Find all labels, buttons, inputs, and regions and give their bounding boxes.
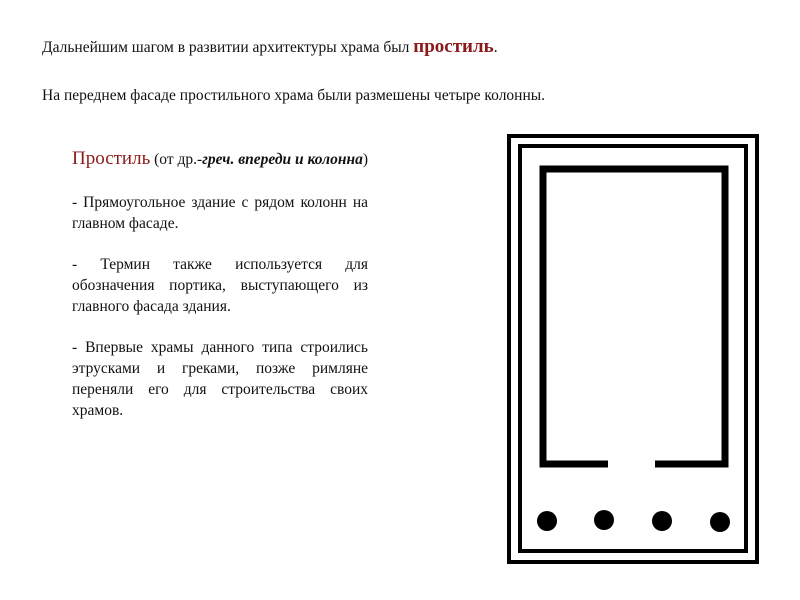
- intro-line-1: [42, 37, 498, 58]
- plan-stylobate-border: [520, 146, 746, 551]
- definition-etym-italic: греч. впереди и колонна: [202, 151, 363, 168]
- definition-textbox: [72, 148, 368, 441]
- definition-heading: [72, 148, 368, 170]
- intro-line-1-prefix: Дальнейшим шагом в развитии архитектуры храма был: [42, 39, 414, 56]
- definition-paragraph-1: - Прямоугольное здание с рядом колонн на главном фасаде.: [72, 194, 368, 232]
- plan-column-4: [710, 512, 730, 532]
- definition-etym-open: (от др.-: [150, 151, 203, 168]
- definition-etym-close: ): [362, 151, 369, 168]
- intro-line-2: На переднем фасаде простильного храма были размешены четыре колонны.: [42, 87, 546, 104]
- definition-paragraph-2: - Термин также используется для обозначения портика, выступающего из главного фасада здания.: [72, 256, 368, 315]
- intro-highlight-term: простиль: [413, 36, 494, 57]
- definition-term: Простиль: [72, 148, 151, 169]
- prostyle-temple-plan: [505, 126, 765, 566]
- plan-column-3: [652, 511, 672, 531]
- plan-column-1: [537, 511, 557, 531]
- definition-paragraph-3: - Впервые храмы данного типа строились этрусками и греками, позже римляне переняли его для строительства своих храмов.: [72, 339, 368, 419]
- plan-cella-walls: [543, 169, 725, 464]
- intro-line-1-suffix: .: [493, 39, 498, 56]
- plan-column-2: [594, 510, 614, 530]
